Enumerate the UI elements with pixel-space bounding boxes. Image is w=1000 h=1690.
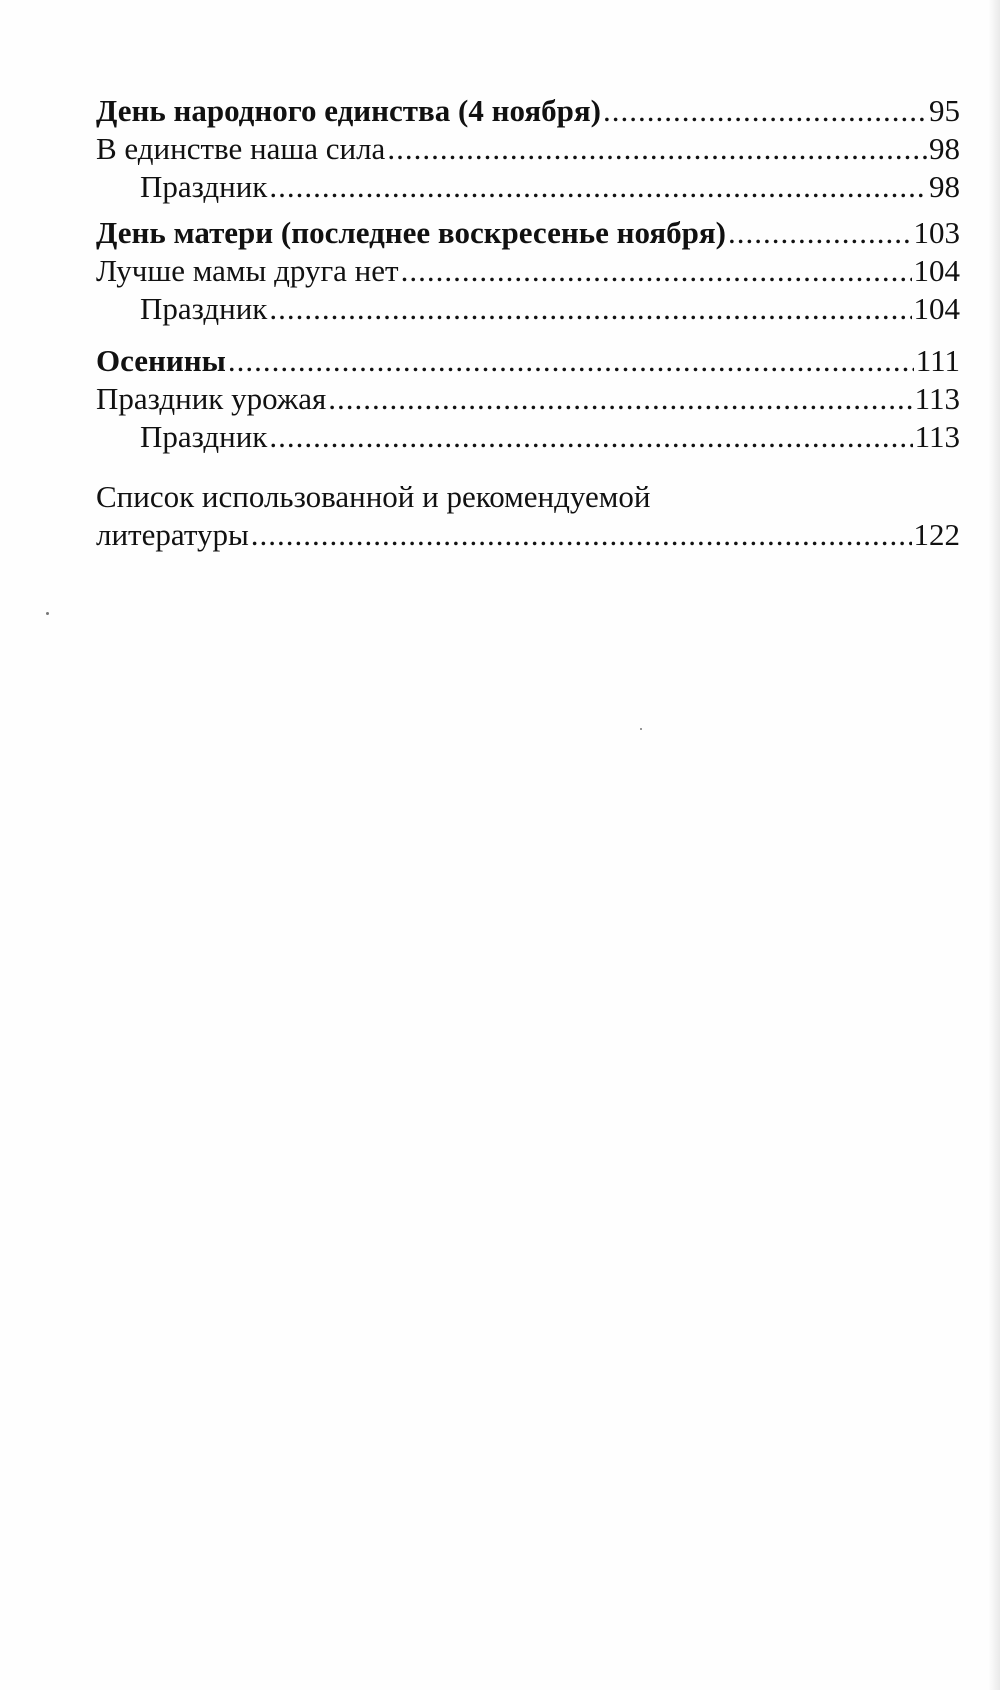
toc-entry-title-line1: Список использованной и рекомендуемой — [96, 479, 651, 514]
toc-entry[interactable] — [96, 130, 960, 168]
toc-page-number: 103 — [913, 215, 960, 250]
toc-entry-title: День народного единства (4 ноября) — [96, 93, 601, 128]
toc-subentry[interactable] — [96, 168, 960, 206]
toc-page-number: 95 — [929, 93, 960, 128]
toc-entry-bibliography[interactable] — [96, 478, 960, 554]
page-edge-shadow — [988, 0, 1000, 1690]
scan-speck — [46, 612, 49, 615]
scan-speck — [640, 728, 642, 730]
table-of-contents — [96, 92, 960, 554]
toc-entry-title: День матери (последнее воскресенье ноября) — [96, 215, 726, 250]
toc-page-number: 98 — [929, 131, 960, 166]
toc-page-number: 98 — [929, 169, 960, 204]
toc-page-number: 113 — [914, 381, 960, 416]
dot-leader — [269, 418, 912, 456]
toc-entry-title: Праздник урожая — [96, 381, 327, 416]
dot-leader — [401, 252, 912, 290]
dot-leader — [387, 130, 927, 168]
toc-entry-title: Осенины — [96, 343, 226, 378]
toc-entry[interactable] — [96, 252, 960, 290]
toc-entry-title: В единстве наша сила — [96, 131, 386, 166]
dot-leader — [328, 380, 912, 418]
toc-entry-title: Праздник — [140, 419, 268, 454]
toc-page-number: 113 — [914, 419, 960, 454]
toc-entry-title: Праздник — [140, 169, 268, 204]
dot-leader — [228, 342, 914, 380]
toc-entry-title-line2: литературы — [96, 517, 249, 552]
toc-entry-title-line2-row — [96, 516, 960, 554]
toc-subentry[interactable] — [96, 290, 960, 328]
dot-leader — [251, 516, 912, 554]
toc-page-number: 104 — [913, 253, 960, 288]
toc-page-number: 104 — [913, 291, 960, 326]
toc-entry[interactable] — [96, 380, 960, 418]
toc-entry-section[interactable] — [96, 92, 960, 130]
dot-leader — [728, 214, 912, 252]
toc-subentry[interactable] — [96, 418, 960, 456]
toc-entry-section[interactable] — [96, 342, 960, 380]
dot-leader — [269, 168, 927, 206]
dot-leader — [269, 290, 911, 328]
toc-entry-title: Праздник — [140, 291, 268, 326]
toc-entry-section[interactable] — [96, 214, 960, 252]
toc-page-number: 122 — [913, 517, 960, 552]
toc-entry-title: Лучше мамы друга нет — [96, 253, 399, 288]
toc-page-number: 111 — [915, 343, 960, 378]
dot-leader — [603, 92, 927, 130]
